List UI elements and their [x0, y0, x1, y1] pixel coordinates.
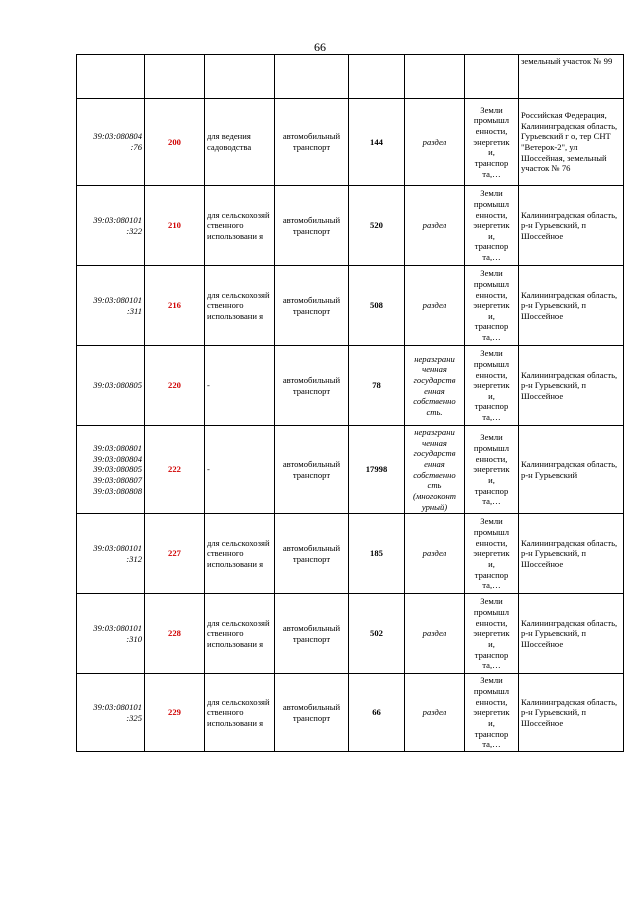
purpose-cell: автомобильный транспорт [275, 514, 349, 594]
empty-cell [145, 55, 205, 99]
land-category-line: энергетик [473, 548, 510, 559]
land-category-line: Земли [480, 268, 503, 279]
cadastral-number-line: 39:03:080804 [93, 453, 142, 464]
table-row-continued [77, 55, 624, 99]
cadastral-number-line: 39:03:080805 [93, 380, 142, 391]
permitted-use-cell: - [205, 346, 275, 426]
empty-cell [205, 55, 275, 99]
land-category-line: промышл [473, 607, 510, 618]
purpose-cell: автомобильный транспорт [275, 594, 349, 674]
cadastral-number-cell [77, 674, 145, 752]
plot-number-cell: 228 [145, 594, 205, 674]
address-cell: Калининградская область, р-н Гурьевский, п Шоссейное [519, 266, 624, 346]
table-row [77, 594, 624, 674]
cadastral-number-line: 39:03:080101 [93, 543, 142, 554]
land-category-cell [465, 99, 519, 186]
land-category-line: промышл [473, 686, 510, 697]
land-category-line: та,… [482, 252, 501, 263]
permitted-use-cell: для сельскохозяй ственного использовани я [205, 266, 275, 346]
area-cell: 66 [349, 674, 405, 752]
land-category-line: и, [488, 390, 495, 401]
purpose-cell: автомобильный транспорт [275, 346, 349, 426]
cadastral-number-line: :312 [126, 553, 142, 564]
cadastral-number-cell [77, 426, 145, 514]
land-category-line: энергетик [473, 380, 510, 391]
land-category-line: Земли [480, 348, 503, 359]
permitted-use-cell: для сельскохозяй ственного использовани я [205, 186, 275, 266]
plot-number-cell: 229 [145, 674, 205, 752]
land-category-line: Земли [480, 432, 503, 443]
land-category-line: энергетик [473, 300, 510, 311]
table-row [77, 99, 624, 186]
address-cell: Калининградская область, р-н Гурьевский, п Шоссейное [519, 186, 624, 266]
table-row [77, 674, 624, 752]
cadastral-number-line: 39:03:080101 [93, 702, 142, 713]
page-number: 66 [314, 40, 326, 54]
land-category-line: промышл [473, 278, 510, 289]
table-row [77, 346, 624, 426]
land-plots-table [76, 54, 624, 752]
cadastral-number-line: 39:03:080807 [93, 474, 142, 485]
table-row [77, 426, 624, 514]
land-category-line: та,… [482, 580, 501, 591]
plot-number-cell: 210 [145, 186, 205, 266]
area-cell: 185 [349, 514, 405, 594]
land-category-line: и, [488, 230, 495, 241]
cadastral-number-line: 39:03:080101 [93, 214, 142, 225]
cadastral-number-line: 39:03:080805 [93, 464, 142, 475]
land-category-line: энергетик [473, 220, 510, 231]
permitted-use-cell: для ведения садоводства [205, 99, 275, 186]
land-category-line: транспор [474, 321, 509, 332]
cadastral-number-line: 39:03:080801 [93, 442, 142, 453]
area-cell: 508 [349, 266, 405, 346]
land-category-line: Земли [480, 675, 503, 686]
land-category-cell [465, 186, 519, 266]
land-category-line: промышл [473, 442, 510, 453]
land-category-line: промышл [473, 198, 510, 209]
area-cell: 520 [349, 186, 405, 266]
land-category-line: транспор [474, 157, 509, 168]
land-category-line: и, [488, 474, 495, 485]
ownership-cell: раздел [405, 99, 465, 186]
land-category-cell [465, 266, 519, 346]
address-cell: Калининградская область, р-н Гурьевский, п Шоссейное [519, 674, 624, 752]
empty-cell [405, 55, 465, 99]
area-cell: 78 [349, 346, 405, 426]
land-category-cell [465, 346, 519, 426]
land-category-line: и, [488, 718, 495, 729]
ownership-cell: раздел [405, 674, 465, 752]
land-category-line: енности, [475, 126, 508, 137]
land-category-line: енности, [475, 617, 508, 628]
land-category-line: промышл [473, 358, 510, 369]
land-category-line: и, [488, 639, 495, 650]
land-category-line: энергетик [473, 136, 510, 147]
cadastral-number-cell [77, 514, 145, 594]
permitted-use-cell: для сельскохозяй ственного использовани я [205, 674, 275, 752]
address-cell: Калининградская область, р-н Гурьевский, п Шоссейное [519, 594, 624, 674]
cadastral-number-cell [77, 594, 145, 674]
cadastral-number-line: 39:03:080808 [93, 485, 142, 496]
ownership-cell: раздел [405, 594, 465, 674]
address-cell: Российская Федерация, Калининградская область, Гурьевский г о, тер СНТ "Ветерок-2", ул Шоссейная, земельный участок № 76 [519, 99, 624, 186]
address-cell: Калининградская область, р-н Гурьевский, п Шоссейное [519, 346, 624, 426]
ownership-cell: раздел [405, 266, 465, 346]
permitted-use-cell: для сельскохозяй ственного использовани я [205, 514, 275, 594]
purpose-cell: автомобильный транспорт [275, 186, 349, 266]
plot-number-cell: 227 [145, 514, 205, 594]
cadastral-number-cell [77, 266, 145, 346]
table-row [77, 186, 624, 266]
land-category-line: промышл [473, 115, 510, 126]
table-row [77, 514, 624, 594]
empty-cell [275, 55, 349, 99]
land-category-line: енности, [475, 453, 508, 464]
land-category-line: та,… [482, 168, 501, 179]
land-category-line: и, [488, 147, 495, 158]
land-category-line: транспор [474, 728, 509, 739]
land-category-line: транспор [474, 569, 509, 580]
land-category-cell [465, 426, 519, 514]
land-category-line: Земли [480, 596, 503, 607]
cadastral-number-line: :76 [130, 142, 142, 152]
land-category-line: та,… [482, 496, 501, 507]
purpose-cell: автомобильный транспорт [275, 426, 349, 514]
land-category-line: Земли [480, 104, 503, 115]
address-cell: Калининградская область, р-н Гурьевский, п Шоссейное [519, 514, 624, 594]
ownership-cell: раздел [405, 514, 465, 594]
plot-number-cell: 222 [145, 426, 205, 514]
land-category-line: транспор [474, 485, 509, 496]
ownership-cell: неразграни ченная государств енная собственно сть (многоконт урный) [405, 426, 465, 514]
plot-number-cell: 200 [145, 99, 205, 186]
ownership-cell: неразграни ченная государств енная собственно сть. [405, 346, 465, 426]
land-category-line: энергетик [473, 628, 510, 639]
address-cell: земельный участок № 99 [519, 55, 624, 99]
land-category-line: транспор [474, 241, 509, 252]
land-category-line: энергетик [473, 707, 510, 718]
empty-cell [465, 55, 519, 99]
land-category-line: транспор [474, 649, 509, 660]
cadastral-number-line: 39:03:080101 [93, 294, 142, 305]
land-category-line: енности, [475, 209, 508, 220]
plot-number-cell: 216 [145, 266, 205, 346]
land-category-line: энергетик [473, 464, 510, 475]
cadastral-number-line: 39:03:080804 [93, 131, 142, 142]
land-category-cell [465, 674, 519, 752]
land-category-cell [465, 514, 519, 594]
cadastral-number-line: :311 [126, 305, 142, 316]
land-category-line: та,… [482, 660, 501, 671]
area-cell: 17998 [349, 426, 405, 514]
land-category-line: та,… [482, 739, 501, 750]
land-category-line: енности, [475, 537, 508, 548]
land-category-line: промышл [473, 527, 510, 538]
permitted-use-cell: - [205, 426, 275, 514]
purpose-cell: автомобильный транспорт [275, 266, 349, 346]
cadastral-number-cell [77, 99, 145, 186]
ownership-cell: раздел [405, 186, 465, 266]
table-row [77, 266, 624, 346]
cadastral-number-cell [77, 186, 145, 266]
cadastral-number-line: :325 [126, 712, 142, 723]
land-category-cell [465, 594, 519, 674]
purpose-cell: автомобильный транспорт [275, 674, 349, 752]
cadastral-number-line: 39:03:080101 [93, 623, 142, 634]
area-cell: 144 [349, 99, 405, 186]
land-category-line: и, [488, 310, 495, 321]
land-category-line: енности, [475, 289, 508, 300]
cadastral-number-line: :322 [126, 225, 142, 236]
area-cell: 502 [349, 594, 405, 674]
land-category-line: и, [488, 559, 495, 570]
cadastral-number-cell [77, 346, 145, 426]
purpose-cell: автомобильный транспорт [275, 99, 349, 186]
cadastral-number-line: :310 [126, 633, 142, 644]
land-category-line: транспор [474, 401, 509, 412]
land-category-line: енности, [475, 696, 508, 707]
land-category-line: Земли [480, 188, 503, 199]
permitted-use-cell: для сельскохозяй ственного использовани я [205, 594, 275, 674]
land-category-line: та,… [482, 332, 501, 343]
empty-cell [349, 55, 405, 99]
address-cell: Калининградская область, р-н Гурьевский [519, 426, 624, 514]
empty-cell [77, 55, 145, 99]
land-category-line: Земли [480, 516, 503, 527]
plot-number-cell: 220 [145, 346, 205, 426]
land-category-line: та,… [482, 412, 501, 423]
land-category-line: енности, [475, 369, 508, 380]
